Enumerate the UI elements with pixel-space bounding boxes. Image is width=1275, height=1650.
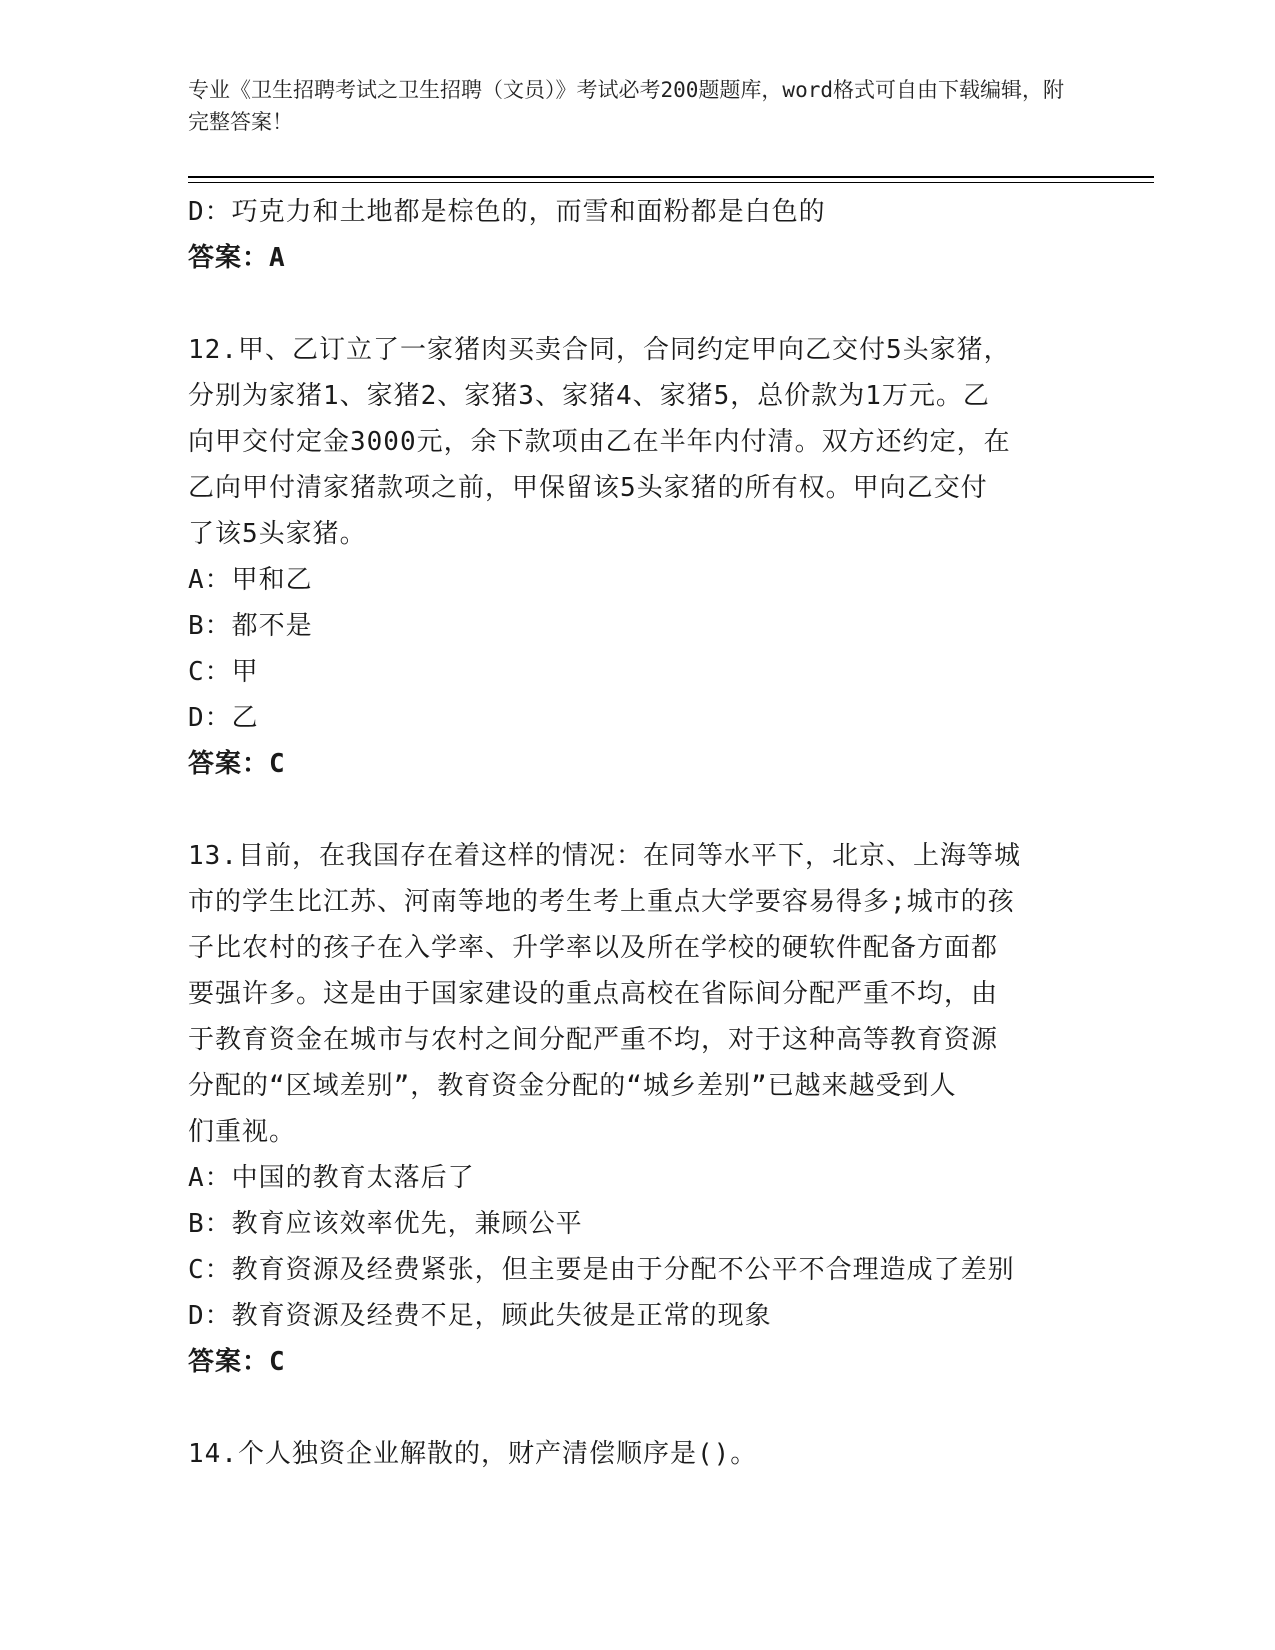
page-header: 专业《卫生招聘考试之卫生招聘（文员）》考试必考200题题库，word格式可自由下载编辑，附完整答案！ <box>188 78 1064 134</box>
question-13-option-b: B：教育应该效率优先，兼顾公平 <box>188 1209 583 1239</box>
header-rule-thin <box>188 182 1154 183</box>
question-13-stem <box>188 833 1088 1155</box>
spacer <box>188 281 1088 327</box>
stem-line: 12.甲、乙订立了一家猪肉买卖合同，合同约定甲向乙交付5头家猪， <box>188 335 1011 365</box>
question-12-option-d: D：乙 <box>188 703 259 733</box>
stem-line: 分别为家猪1、家猪2、家猪3、家猪4、家猪5，总价款为1万元。乙 <box>188 381 990 411</box>
question-12-stem <box>188 327 1088 557</box>
stem-line: 向甲交付定金3000元，余下款项由乙在半年内付清。双方还约定，在 <box>188 427 1011 457</box>
stem-line: 13.目前，在我国存在着这样的情况：在同等水平下，北京、上海等城 <box>188 841 1021 871</box>
question-12-answer: 答案：C <box>188 749 286 779</box>
question-13-option-c: C：教育资源及经费紧张，但主要是由于分配不公平不合理造成了差别 <box>188 1255 1015 1285</box>
stem-line: 子比农村的孩子在入学率、升学率以及所在学校的硬软件配备方面都 <box>188 933 999 963</box>
prev-answer: 答案：A <box>188 243 286 273</box>
prev-option-d: D：巧克力和土地都是棕色的，而雪和面粉都是白色的 <box>188 197 826 227</box>
question-13-option-a: A：中国的教育太落后了 <box>188 1163 475 1193</box>
question-13-answer: 答案：C <box>188 1347 286 1377</box>
header-rule-thick <box>188 176 1154 178</box>
question-12-option-b: B：都不是 <box>188 611 313 641</box>
stem-line: 乙向甲付清家猪款项之前，甲保留该5头家猪的所有权。甲向乙交付 <box>188 473 988 503</box>
spacer <box>188 787 1088 833</box>
stem-line: 市的学生比江苏、河南等地的考生考上重点大学要容易得多;城市的孩 <box>188 887 1015 917</box>
stem-line: 了该5头家猪。 <box>188 519 367 549</box>
question-12 <box>188 327 1088 787</box>
stem-line: 分配的“区域差别”，教育资金分配的“城乡差别”已越来越受到人 <box>188 1071 957 1101</box>
question-13 <box>188 833 1088 1385</box>
stem-line: 要强许多。这是由于国家建设的重点高校在省际间分配严重不均，由 <box>188 979 999 1009</box>
question-12-option-a: A：甲和乙 <box>188 565 313 595</box>
question-14-stem: 14.个人独资企业解散的，财产清偿顺序是()。 <box>188 1439 758 1469</box>
document-body <box>188 189 1088 1477</box>
question-12-option-c: C：甲 <box>188 657 259 687</box>
stem-line: 于教育资金在城市与农村之间分配严重不均，对于这种高等教育资源 <box>188 1025 999 1055</box>
question-13-option-d: D：教育资源及经费不足，顾此失彼是正常的现象 <box>188 1301 772 1331</box>
stem-line: 们重视。 <box>188 1117 297 1147</box>
spacer <box>188 1385 1088 1431</box>
